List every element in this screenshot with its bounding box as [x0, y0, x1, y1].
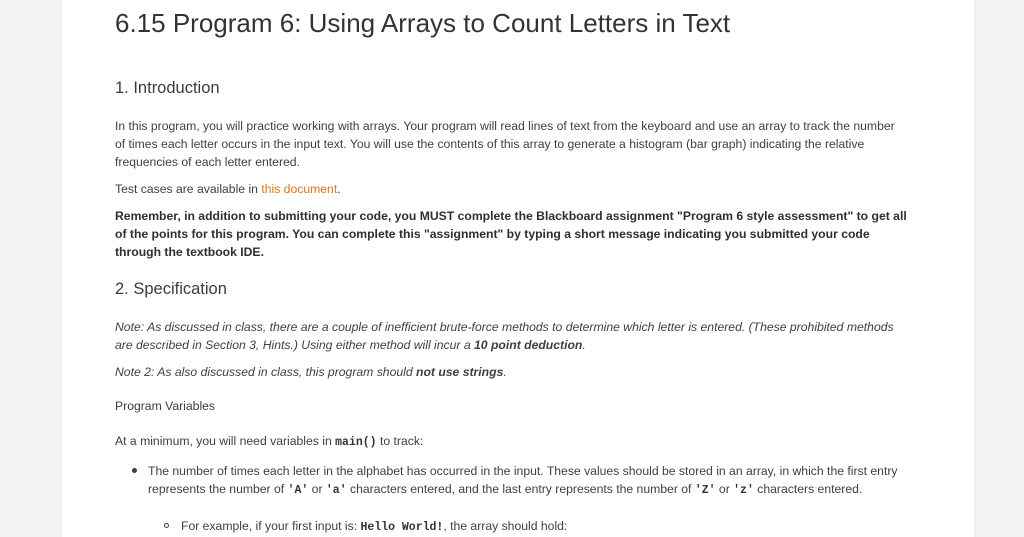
bullet-text-5: characters entered.	[753, 482, 863, 496]
note-2-text: Note 2: As also discussed in class, this program should	[115, 365, 416, 379]
main-function-code: main()	[335, 436, 377, 449]
minimum-variables-line	[115, 432, 423, 452]
test-cases-link[interactable]: this document	[261, 182, 338, 196]
test-cases-text: Test cases are available in	[115, 182, 262, 196]
note-1-emphasis: 10 point deduction	[474, 338, 583, 352]
section-heading-specification: 2. Specification	[115, 280, 227, 298]
note-1-text: Note: As discussed in class, there are a couple of inefficient brute-force methods to determine which letter is entered. (These prohibited methods are described in Section 3, Hints.) Using either method will incur a	[115, 320, 894, 352]
note-1-end: .	[582, 338, 586, 352]
sub-bullet-example	[181, 517, 567, 537]
note-2	[115, 363, 507, 381]
code-lower-a: 'a'	[325, 484, 347, 497]
program-variables-heading: Program Variables	[115, 399, 216, 413]
note-2-end: .	[503, 365, 507, 379]
code-lower-z: 'z'	[733, 484, 754, 497]
test-cases-period: .	[337, 182, 341, 196]
example-input-code: Hello World!	[360, 521, 444, 534]
bullet-text-4: or	[715, 482, 734, 496]
code-upper-a: 'A'	[287, 484, 309, 497]
reminder-paragraph: Remember, in addition to submitting your code, you MUST complete the Blackboard assignment "Program 6 style assessment" to get all of the points for this program. You can complete this "assignment" by typing a short message indicating you submitted your code through the textbook IDE.	[115, 209, 907, 259]
example-text: For example, if your first input is:	[181, 519, 361, 533]
bullet-text-1: The number of times each letter in the alphabet has occurred in the input. These values should be stored in an array, in which the first entry represents the number of	[148, 464, 898, 496]
test-cases-line	[115, 180, 341, 198]
note-1	[115, 318, 907, 354]
bullet-text-3: characters entered, and the last entry represents the number of	[346, 482, 695, 496]
bullet-dot	[132, 468, 137, 473]
section-heading-introduction: 1. Introduction	[115, 79, 220, 97]
intro-paragraph: In this program, you will practice working with arrays. Your program will read lines of text from the keyboard and use an array to track the number of times each letter occurs in the input text. You will use the contents of this array to generate a histogram (bar graph) indicating the relative frequencies of each letter entered.	[115, 119, 895, 169]
document-page	[62, 0, 974, 537]
code-upper-z: 'Z'	[694, 484, 716, 497]
bullet-text-2: or	[308, 482, 326, 496]
example-suffix: , the array should hold:	[443, 519, 568, 533]
sub-bullet-circle	[164, 523, 169, 528]
page-title: 6.15 Program 6: Using Arrays to Count Letters in Text	[115, 8, 731, 38]
bullet-letter-counts	[148, 462, 918, 500]
note-2-emphasis: not use strings	[416, 365, 504, 379]
minimum-suffix: to track:	[376, 434, 424, 448]
minimum-text: At a minimum, you will need variables in	[115, 434, 336, 448]
